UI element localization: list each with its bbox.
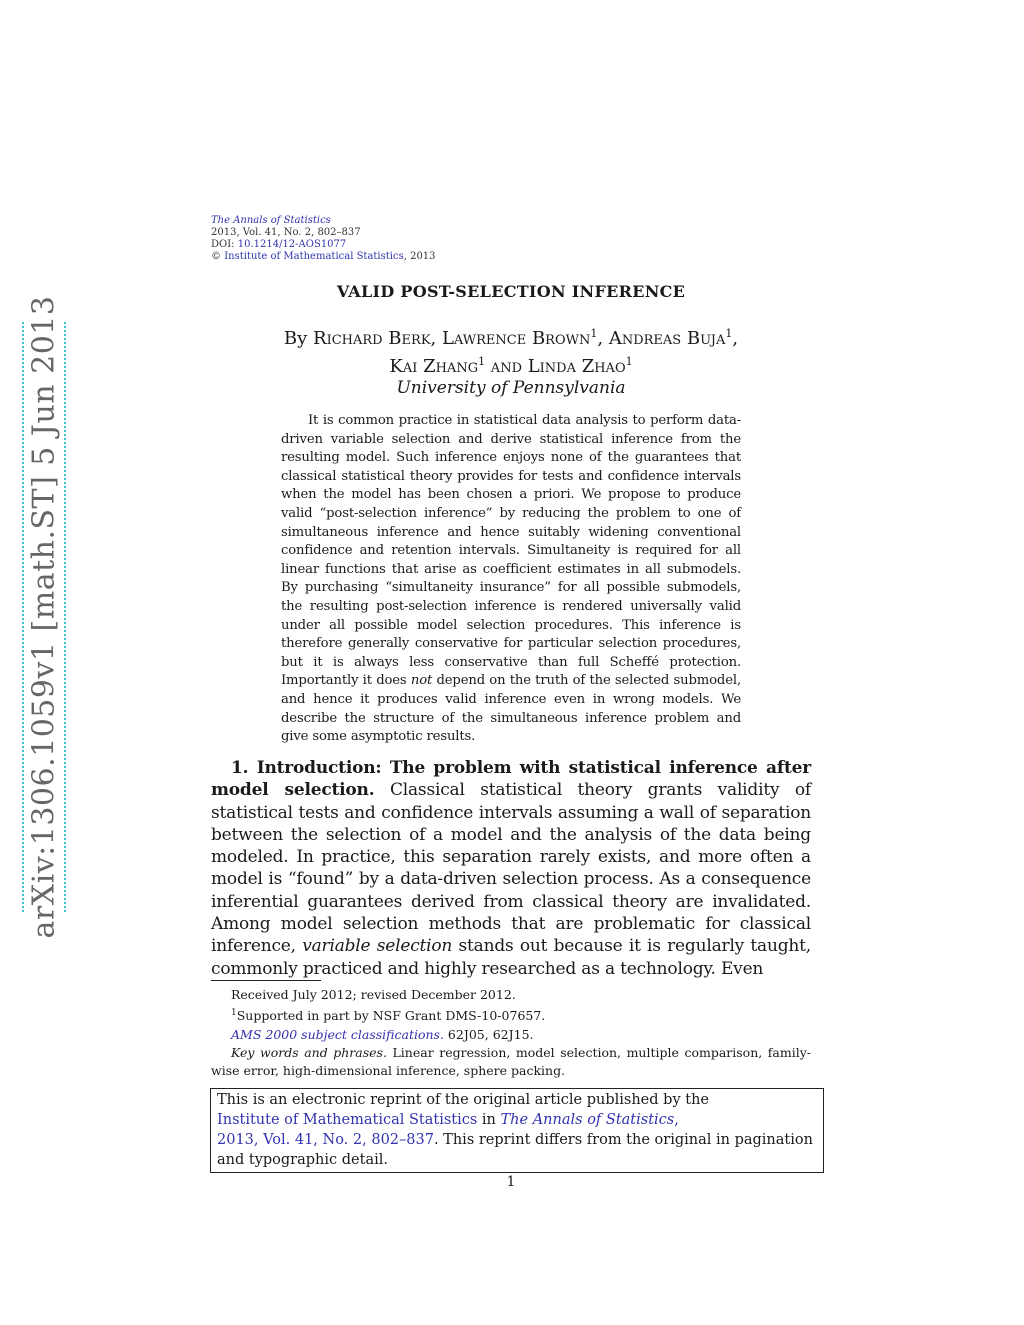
- author-by: By: [283, 328, 314, 349]
- author-buja: Andreas Buja: [608, 328, 726, 349]
- author-zhao: Linda Zhao: [527, 356, 626, 377]
- journal-name-link[interactable]: The Annals of Statistics: [211, 215, 331, 226]
- ams-codes: 62J05, 62J15.: [443, 1026, 534, 1042]
- affil-mark: 1: [590, 327, 598, 340]
- reprint-notice-box: [210, 1088, 824, 1173]
- author-list: [211, 322, 811, 378]
- copyright-icon: ©: [211, 251, 221, 262]
- affil-mark: 1: [478, 355, 486, 368]
- reprint-in: in: [477, 1112, 501, 1128]
- doi-label: DOI:: [211, 239, 238, 250]
- author-zhang: Kai Zhang: [389, 356, 479, 377]
- annals-link[interactable]: The Annals of Statistics: [500, 1112, 675, 1128]
- arxiv-stamp: [22, 295, 66, 939]
- abstract-text-2: depend on the truth of the selected submodel, and hence it produces valid inference even in wrong models. We describe the structure of the simultaneous inference problem and give some asymptotic results.: [281, 673, 741, 745]
- author-brown: Lawrence Brown: [441, 328, 591, 349]
- intro-text-1: Classical statistical theory grants validity of statistical tests and confidence intervals assuming a wall of separation between the selection of a model and the analysis of the data being modeled. In practice, this separation rarely exists, and more often a model is “found” by a data-driven selection process. As a consequence inferential guarantees derived from classical theory are invalidated. Among model selection methods that are problematic for classical inference,: [211, 780, 811, 957]
- author-sep: ,: [732, 328, 739, 349]
- footnotes: [211, 986, 811, 1080]
- author-and: and: [485, 356, 528, 377]
- keywords-text: Linear regression, model selection, multiple comparison, family-wise error, high-dimensional inference, sphere packing.: [211, 1044, 811, 1078]
- copyright-year: , 2013: [403, 251, 436, 262]
- affil-mark: 1: [725, 327, 733, 340]
- affiliation: University of Pennsylvania: [396, 378, 626, 398]
- abstract-emphasis: not: [410, 673, 433, 689]
- arxiv-id: arXiv:1306.1059v1 [math.ST] 5 Jun 2013: [26, 295, 62, 939]
- paper-title: VALID POST-SELECTION INFERENCE: [336, 282, 686, 301]
- doi-link[interactable]: 10.1214/12-AOS1077: [237, 239, 347, 250]
- institute-link[interactable]: Institute of Mathematical Statistics: [217, 1112, 478, 1128]
- reprint-rest: . This reprint differs from the original in pagination and typographic detail.: [217, 1132, 813, 1168]
- support-mark: 1: [231, 1008, 237, 1019]
- support-text: Supported in part by NSF Grant DMS-10-07657.: [236, 1008, 546, 1024]
- affil-mark: 1: [625, 355, 633, 368]
- introduction-section: [211, 757, 811, 980]
- journal-volume: 2013, Vol. 41, No. 2, 802–837: [211, 227, 361, 238]
- abstract-text-1: It is common practice in statistical data analysis to perform data-driven variable selection and derive statistical inference from the resulting model. Such inference enjoys none of the guarantees that classical statistical theory provides for tests and confidence intervals when the model has been chosen a priori. We propose to produce valid “post-selection inference” by reducing the problem to one of simultaneous inference and hence suitably widening conventional confidence and retention intervals. Simultaneity is required for all linear functions that arise as coefficient estimates in all submodels. By purchasing “simultaneity insurance” for all possible submodels, the resulting post-selection inference is rendered universally valid under all possible model selection procedures. This inference is therefore generally conservative for particular selection procedures, but it is always less conservative than full Scheffé protection. Importantly it does: [281, 413, 741, 689]
- intro-text-2: stands out because it is regularly taught, commonly practiced and highly researched as a technology. Even: [211, 936, 811, 979]
- ams-link[interactable]: AMS 2000 subject classifications.: [231, 1026, 444, 1042]
- page-number: 1: [506, 1174, 516, 1190]
- ams-note: [211, 1026, 811, 1044]
- section-heading: 1. Introduction: The problem with statistical inference after model selection.: [211, 758, 811, 801]
- footnote-divider: [211, 980, 321, 981]
- abstract: [281, 412, 741, 747]
- support-note: [211, 1004, 811, 1025]
- intro-emphasis: variable selection: [302, 936, 453, 957]
- copyright-holder-link[interactable]: Institute of Mathematical Statistics: [224, 251, 404, 262]
- journal-header: [211, 215, 436, 263]
- keywords-label: Key words and phrases.: [231, 1044, 387, 1060]
- keywords-note: [211, 1044, 811, 1080]
- reprint-line-1: This is an electronic reprint of the original article published by the: [217, 1092, 709, 1108]
- reprint-comma: ,: [674, 1112, 679, 1128]
- citation-link[interactable]: 2013, Vol. 41, No. 2, 802–837: [217, 1132, 434, 1148]
- author-sep: ,: [597, 328, 609, 349]
- author-berk: Richard Berk,: [313, 328, 442, 349]
- received-note: Received July 2012; revised December 2012.: [231, 987, 516, 1002]
